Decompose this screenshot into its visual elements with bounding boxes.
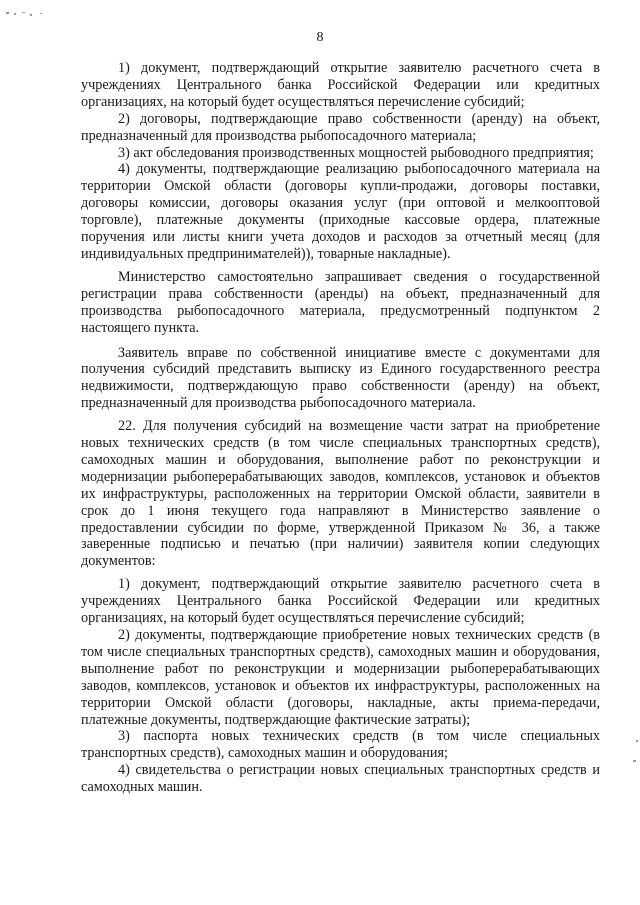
paragraph: 1) документ, подтверждающий открытие заявителю расчетного счета в учреждениях Центрального банка Российской Федерации или кредитных организациях, на который будет осуществляться перечисление субсидий; (81, 576, 600, 627)
paragraph: 2) договоры, подтверждающие право собственности (аренду) на объект, предназначенный для производства рыбопосадочного материала; (81, 110, 600, 144)
scan-speck (636, 740, 638, 742)
paragraph: 3) паспорта новых технических средств (в том числе специальных транспортных средств), самоходных машин и оборудования; (81, 728, 600, 762)
scan-speck (22, 12, 25, 13)
paragraph: Заявитель вправе по собственной инициативе вместе с документами для получения субсидий представить выписку из Единого государственного реестра недвижимости, подтверждающую право собственности (аренду) на объект, предназначенный для производства рыбопосадочного материала. (81, 344, 600, 412)
paragraph: Министерство самостоятельно запрашивает сведения о государственной регистрации права собственности (аренды) на объект, предназначенный для производства рыбопосадочного материала, предусмотренный подпунктом 2 настоящего пункта. (81, 268, 600, 336)
paragraph: 2) документы, подтверждающие приобретение новых технических средств (в том числе специальных транспортных средств), самоходных машин и оборудования, выполнение работ по реконструкции и модернизации рыбоперерабатывающих заводов, комплексов, установок и объектов их инфраструктуры, расположенных на территории Омской области (договоры, накладные, акты приема-передачи, платежные документы, подтверждающие фактические затраты); (81, 627, 600, 728)
paragraph: 4) документы, подтверждающие реализацию рыбопосадочного материала на территории Омской области (договоры купли-продажи, договоры поставки, договоры комиссии, договоры оказания услуг (при оптовой и мелкооптовой торговле), платежные документы (приходные кассовые ордера, платежные поручения или листы книги учета доходов и расходов за отчетный месяц (для индивидуальных предпринимателей)), товарные накладные). (81, 161, 600, 262)
document-body (81, 60, 600, 796)
scan-speck (633, 760, 636, 762)
scan-speck (30, 14, 32, 16)
scan-speck (14, 13, 16, 15)
scan-speck (40, 13, 42, 14)
paragraph: 3) акт обследования производственных мощностей рыбоводного предприятия; (118, 144, 594, 161)
page-number: 8 (316, 30, 324, 45)
scan-speck (6, 12, 9, 14)
paragraph: 22. Для получения субсидий на возмещение части затрат на приобретение новых технических средств (в том числе специальных транспортных средств), самоходных машин и оборудования, выполнение работ по реконструкции и модернизации рыбоперерабатывающих заводов, комплексов, установок и объектов их инфраструктуры, расположенных на территории Омской области, заявители в срок до 1 июня текущего года направляют в Министерство заявление о предоставлении субсидии по форме, утвержденной Приказом № 36, а также заверенные подписью и печатью (при наличии) заявителя копии следующих документов: (81, 418, 600, 570)
paragraph: 4) свидетельства о регистрации новых специальных транспортных средств и самоходных машин. (81, 762, 600, 796)
paragraph: 1) документ, подтверждающий открытие заявителю расчетного счета в учреждениях Центрального банка Российской Федерации или кредитных организациях, на который будет осуществляться перечисление субсидий; (81, 60, 600, 110)
